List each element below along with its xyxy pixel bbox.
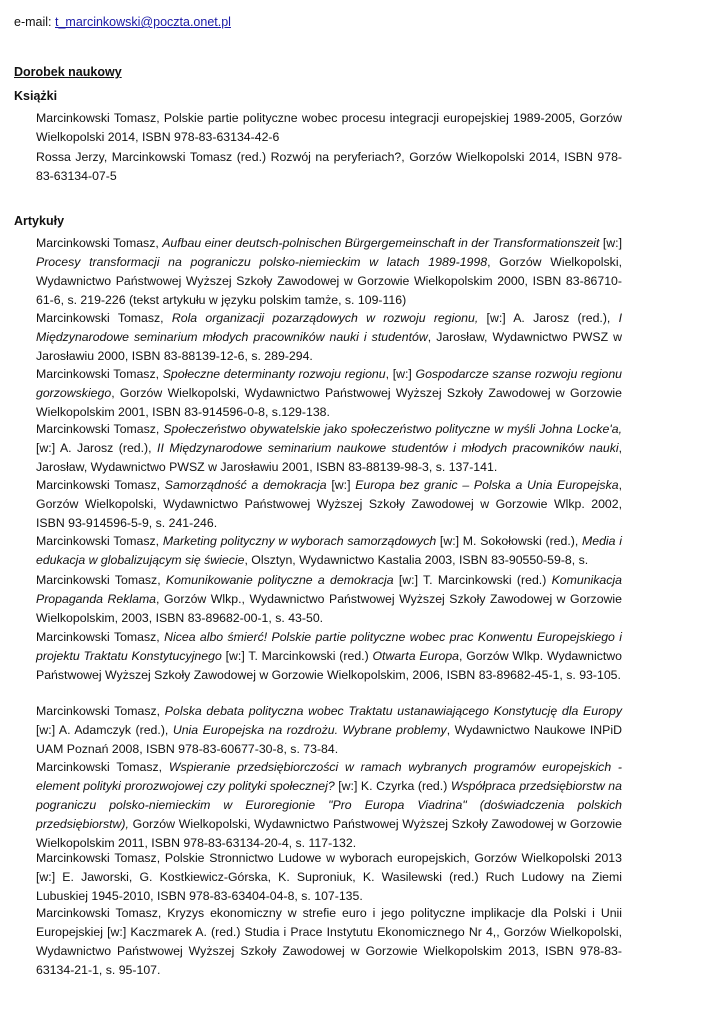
article-entry [36, 532, 622, 570]
article-entry [36, 702, 622, 759]
entry-title-segment: Media i edukacja w globalizującym się świecie [36, 534, 622, 567]
entry-text-segment: Marcinkowski Tomasz, [36, 311, 172, 325]
entry-text-segment: Marcinkowski Tomasz, [36, 573, 166, 587]
entry-text-segment: , Jarosław, Wydawnictwo PWSZ w Jarosławiu 2001, ISBN 83-88139-98-3, s. 137-141. [36, 441, 623, 474]
entry-title-segment: Współpraca przedsiębiorstw na pograniczu polsko-niemieckim w Euroregionie "Pro Europa Viadrina" (doświadczenia polskich przedsiębiorstw), [36, 779, 622, 831]
entry-title-segment: Europa bez granic – Polska a Unia Europejska [355, 478, 619, 492]
entry-text-segment: [w:] [326, 478, 356, 492]
section-heading: Dorobek naukowy [14, 65, 122, 79]
email-link[interactable]: t_marcinkowski@poczta.onet.pl [55, 15, 231, 29]
entry-title-segment: Nicea albo śmierć! Polskie partie polityczne wobec prac Konwentu Europejskiego i projektu Traktatu Konstytucyjnego [36, 630, 622, 663]
entry-text-segment: Marcinkowski Tomasz, [36, 367, 163, 381]
entry-text-segment: Marcinkowski Tomasz, Polskie Stronnictwo Ludowe w wyborach europejskich, Gorzów Wielkopolski 2013 [w:] E. Jaworski, G. Kostkiewicz-Górska, K. Suproniuk, K. Wasilewski (red.) Ruch Ludowy na Ziemi Lubuskiej 1945-2010, ISBN 978-83-63404-04-8, s. 107-135. [36, 851, 622, 903]
entry-text-segment: Gorzów Wielkopolski, Wydawnictwo Państwowej Wyższej Szkoły Zawodowej w Gorzowie Wielkopolskim 2011, ISBN 978-83-63134-20-4, s. 117-132. [36, 817, 622, 850]
article-entry [36, 420, 622, 477]
entry-text-segment: Marcinkowski Tomasz, [36, 534, 163, 548]
articles-heading: Artykuły [14, 214, 65, 228]
entry-text-segment: Marcinkowski Tomasz, [36, 630, 165, 644]
entry-text-segment: [w:] [599, 236, 623, 250]
entry-title-segment: Społeczne determinanty rozwoju regionu [162, 367, 386, 381]
entry-text-segment: , Olsztyn, Wydawnictwo Kastalia 2003, ISBN 83-90550-59-8, s. [244, 553, 589, 567]
entry-text-segment: , Gorzów Wielkopolski, Wydawnictwo Państwowej Wyższej Szkoły Zawodowej w Gorzowie Wlkp. 2002, ISBN 93-914596-5-9, s. 241-246. [36, 478, 622, 530]
entry-title-segment: Unia Europejska na rozdrożu. Wybrane problemy [172, 723, 447, 737]
entry-text-segment: Marcinkowski Tomasz, [36, 478, 165, 492]
entry-title-segment: Gospodarcze szanse rozwoju regionu gorzowskiego [36, 367, 623, 400]
article-entry [36, 571, 622, 628]
books-heading: Książki [14, 89, 58, 103]
article-entry [36, 758, 622, 853]
article-entry [36, 904, 622, 980]
entry-text-segment: Marcinkowski Tomasz, Kryzys ekonomiczny w strefie euro i jego polityczne implikacje dla Polski i Unii Europejskiej [w:] Kaczmarek A. (red.) Studia i Prace Instytutu Ekonomicznego Nr 4,, Gorzów Wielkopolski, Wydawnictwo Państwowej Wyższej Szkoły Zawodowej w Gorzowie Wielkopolskim 2013, ISBN 978-83-63134-21-1, s. 95-107. [36, 906, 622, 977]
email-line [14, 14, 231, 30]
entry-text-segment: , Gorzów Wielkopolski, Wydawnictwo Państwowej Wyższej Szkoły Zawodowej w Gorzowie Wielkopolskim 2001, ISBN 83-914596-0-8, s.129-138. [36, 386, 622, 419]
entry-text-segment: [w:] K. Czyrka (red.) [334, 779, 451, 793]
entry-text-segment: Marcinkowski Tomasz, Polskie partie polityczne wobec procesu integracji europejskiej 1989-2005, Gorzów Wielkopolski 2014, ISBN 978-83-63134-42-6 [36, 111, 622, 144]
entry-text-segment: , Gorzów Wlkp. Wydawnictwo Państwowej Wyższej Szkoły Zawodowej w Gorzowie Wielkopolskim, 2006, ISBN 83-89682-45-1, s. 93-105. [36, 649, 623, 682]
article-entry [36, 365, 622, 422]
book-entry [36, 148, 622, 186]
article-entry [36, 628, 622, 685]
entry-text-segment: [w:] A. Jarosz (red.), [478, 311, 619, 325]
email-label: e-mail: [14, 15, 52, 29]
entry-text-segment: , Gorzów Wielkopolski, Wydawnictwo Państwowej Wyższej Szkoły Zawodowej w Gorzowie Wielkopolskim 2000, ISBN 83-86710-61-6, s. 219-226 (tekst artykułu w języku polskim tamże, s. 109-116) [36, 255, 622, 307]
entry-text-segment: , Gorzów Wlkp., Wydawnictwo Państwowej Wyższej Szkoły Zawodowej w Gorzowie Wielkopolskim, 2003, ISBN 83-89682-00-1, s. 43-50. [36, 592, 622, 625]
entry-title-segment: Marketing polityczny w wyborach samorządowych [162, 534, 437, 548]
entry-text-segment: Marcinkowski Tomasz, [36, 422, 164, 436]
entry-title-segment: Komunikowanie polityczne a demokracja [165, 573, 394, 587]
entry-text-segment: [w:] T. Marcinkowski (red.) [221, 649, 373, 663]
entry-text-segment: [w:] M. Sokołowski (red.), [436, 534, 583, 548]
entry-text-segment: Marcinkowski Tomasz, [36, 760, 169, 774]
entry-title-segment: Rola organizacji pozarządowych w rozwoju regionu, [171, 311, 479, 325]
entry-title-segment: Społeczeństwo obywatelskie jako społeczeństwo polityczne w myśli Johna Locke'a, [163, 422, 622, 436]
entry-text-segment: Marcinkowski Tomasz, [36, 704, 165, 718]
book-entry [36, 109, 622, 147]
entry-text-segment: , Jarosław, Wydawnictwo PWSZ w Jarosławiu 2000, ISBN 83-88139-12-6, s. 289-294. [36, 330, 623, 363]
entry-title-segment: II Międzynarodowe seminarium naukowe studentów i młodych pracowników nauki [157, 441, 619, 455]
entry-title-segment: Polska debata polityczna wobec Traktatu ustanawiającego Konstytucję dla Europy [164, 704, 623, 718]
entry-text-segment: Marcinkowski Tomasz, [36, 236, 163, 250]
entry-title-segment: Aufbau einer deutsch-polnischen Bürgergemeinschaft in der Transformationszeit [162, 236, 600, 250]
entry-text-segment: [w:] A. Adamczyk (red.), [36, 723, 173, 737]
entry-title-segment: I Międzynarodowe seminarium młodych pracowników nauki i studentów [36, 311, 623, 344]
entry-title-segment: Wspieranie przedsiębiorczości w ramach wybranych programów europejskich - element polityki prorozwojowej czy polityki społecznej? [36, 760, 623, 793]
entry-title-segment: Samorządność a demokracja [164, 478, 327, 492]
entry-text-segment: [w:] A. Jarosz (red.), [36, 441, 158, 455]
article-entry [36, 234, 622, 310]
entry-text-segment: , Wydawnictwo Naukowe INPiD UAM Poznań 2008, ISBN 978-83-60677-30-8, s. 73-84. [36, 723, 622, 756]
entry-text-segment: Rossa Jerzy, Marcinkowski Tomasz (red.) Rozwój na peryferiach?, Gorzów Wielkopolski 2014, ISBN 978-83-63134-07-5 [36, 150, 622, 183]
entry-title-segment: Procesy transformacji na pograniczu polsko-niemieckim w latach 1989-1998 [36, 255, 488, 269]
entry-text-segment: , [w:] [385, 367, 416, 381]
article-entry [36, 476, 622, 533]
entry-title-segment: Komunikacja Propaganda Reklama [36, 573, 622, 606]
entry-title-segment: Otwarta Europa [372, 649, 459, 663]
article-entry [36, 849, 622, 906]
entry-text-segment: [w:] T. Marcinkowski (red.) [393, 573, 552, 587]
article-entry [36, 309, 622, 366]
